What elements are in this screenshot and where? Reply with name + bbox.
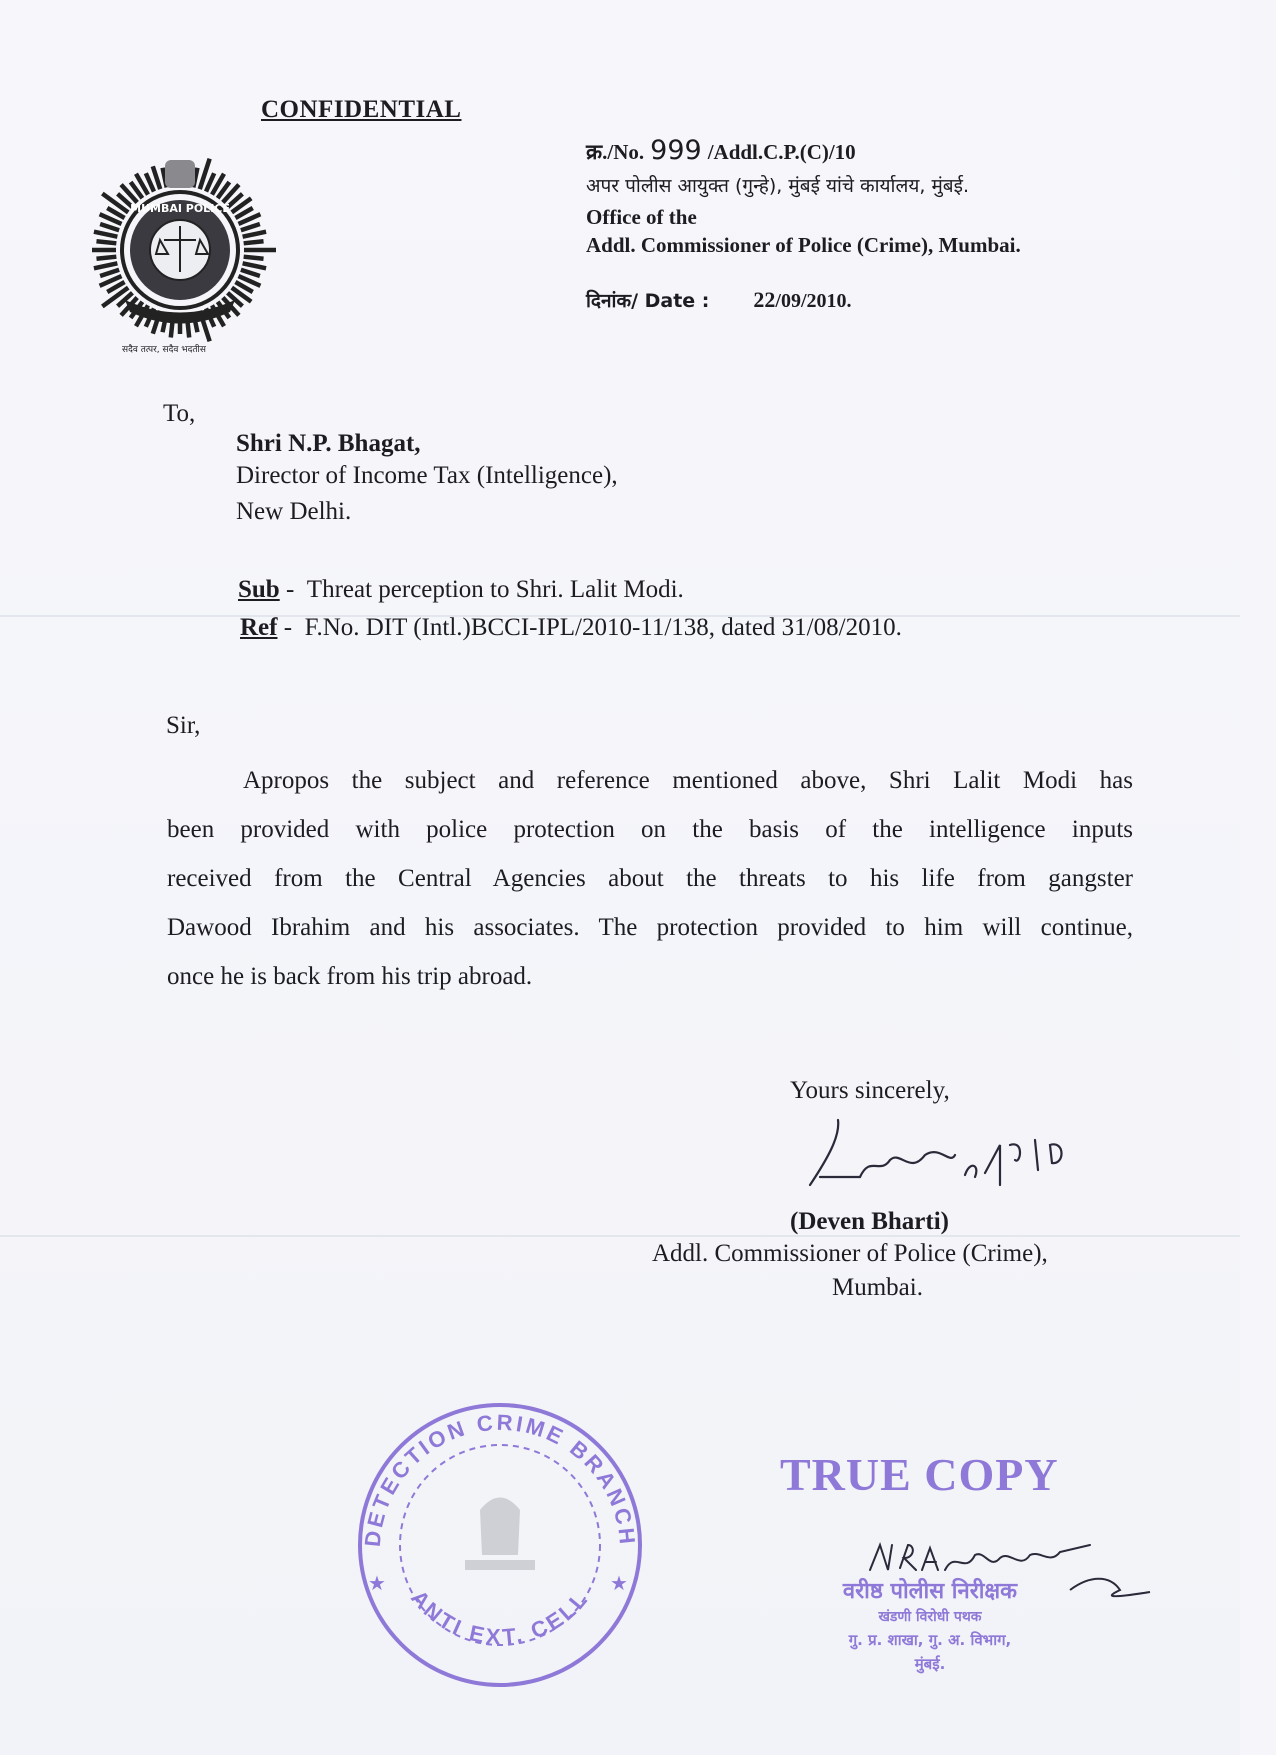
emblem-ray xyxy=(153,166,160,189)
recipient-name: Shri N.P. Bhagat, xyxy=(236,430,421,457)
date-day: 22 xyxy=(753,287,776,312)
office-line-1: Office of the xyxy=(586,205,697,229)
letter-number: 999 xyxy=(650,135,702,166)
attest-city: मुंबई. xyxy=(914,1655,946,1673)
emblem-ray xyxy=(244,257,264,259)
body-line: once he is back from his trip abroad. xyxy=(167,963,533,990)
emblem-ray xyxy=(241,224,260,230)
date-label: दिनांक/ Date : xyxy=(586,290,710,312)
body-line: Apropos the subject and reference mentioned above, Shri Lalit Modi has xyxy=(243,767,1133,794)
seal-top-text: DETECTION CRIME BRANCH xyxy=(359,1409,641,1548)
date-rest: /09/2010. xyxy=(775,290,852,312)
paper-fold-line xyxy=(0,1235,1240,1237)
emblem-ray xyxy=(100,224,119,230)
body-line: been provided with police protection on the basis of the intelligence inputs xyxy=(167,816,1133,843)
emblem-ring-text: MUMBAI POLICE xyxy=(130,202,230,215)
emblem-ray xyxy=(100,270,119,276)
emblem-ray xyxy=(94,263,117,268)
signatory-designation: Addl. Commissioner of Police (Crime), xyxy=(652,1240,1048,1267)
subject-line: Sub - Threat perception to Shri. Lalit Modi. xyxy=(238,576,684,603)
date-line xyxy=(586,287,852,313)
emblem-ray xyxy=(96,257,116,259)
body-line: Dawood Ibrahim and his associates. The protection provided to him will continue, xyxy=(167,914,1133,941)
reference-label: Ref xyxy=(240,614,278,641)
emblem-ray xyxy=(102,194,128,213)
to-label: To, xyxy=(163,400,196,427)
number-suffix: /Addl.C.P.(C)/10 xyxy=(707,140,856,164)
signatory-name: (Deven Bharti) xyxy=(790,1208,949,1235)
svg-text:★: ★ xyxy=(610,1573,628,1595)
body-paragraph xyxy=(167,756,1133,1001)
subject-text: Threat perception to Shri. Lalit Modi. xyxy=(306,576,684,603)
emblem-ray xyxy=(96,241,116,243)
confidential-heading: CONFIDENTIAL xyxy=(261,96,462,123)
emblem-ray xyxy=(244,241,264,243)
crime-branch-seal xyxy=(340,1380,660,1700)
number-prefix: क्र./No. xyxy=(586,140,645,164)
emblem-ray xyxy=(241,270,260,276)
signatory-city: Mumbai. xyxy=(832,1274,923,1301)
subject-label: Sub xyxy=(238,576,280,603)
reference-line: Ref - F.No. DIT (Intl.)BCCI-IPL/2010-11/138, dated 31/08/2010. xyxy=(240,614,902,641)
seal-bottom-text: ANTI EXT. CELL xyxy=(406,1585,594,1650)
true-copy-stamp: TRUE COPY xyxy=(780,1449,1059,1500)
closing: Yours sincerely, xyxy=(790,1077,950,1104)
attest-branch: गु. प्र. शाखा, गु. अ. विभाग, xyxy=(848,1631,1012,1649)
reference-number-line xyxy=(586,135,856,166)
emblem-motto: सदैव तत्पर, सदैव भदतीस xyxy=(122,345,206,355)
recipient-designation: Director of Income Tax (Intelligence), xyxy=(236,462,618,489)
office-name-hindi: अपर पोलीस आयुक्त (गुन्हे), मुंबई यांचे कार्यालय, मुंबई. xyxy=(586,175,970,197)
attest-unit: खंडणी विरोधी पथक xyxy=(878,1609,982,1625)
emblem-ray xyxy=(243,232,266,237)
body-line: received from the Central Agencies about the threats to his life from gangster xyxy=(167,865,1133,892)
reference-text: F.No. DIT (Intl.)BCCI-IPL/2010-11/138, dated 31/08/2010. xyxy=(304,614,902,641)
attest-designation: वरीष्ठ पोलीस निरीक्षक xyxy=(842,1579,1018,1604)
emblem-ray xyxy=(94,232,117,237)
emblem-ray xyxy=(243,263,266,268)
svg-text:ANTI EXT. CELL xyxy=(406,1585,594,1649)
emblem-ray xyxy=(102,288,128,307)
recipient-city: New Delhi. xyxy=(236,498,352,525)
office-line-2: Addl. Commissioner of Police (Crime), Mumbai. xyxy=(586,233,1021,257)
salutation: Sir, xyxy=(166,712,201,739)
svg-text:★: ★ xyxy=(368,1573,386,1595)
mumbai-police-emblem-icon xyxy=(80,150,280,350)
